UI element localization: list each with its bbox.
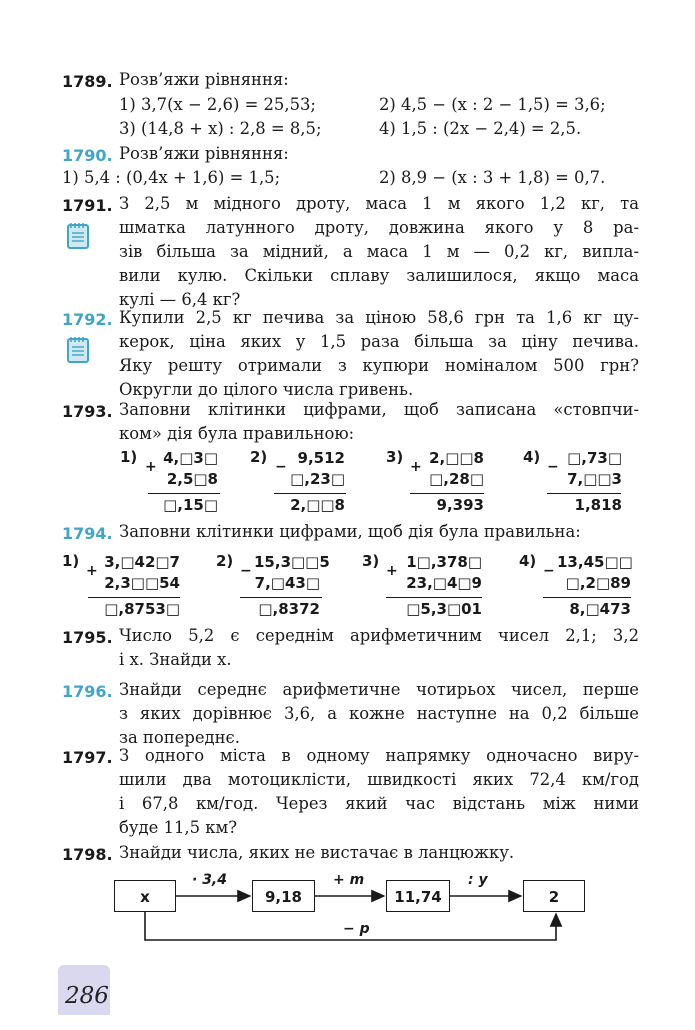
problem-1790-eq2: 2) 8,9 − (x : 3 + 1,8) = 0,7. (379, 168, 606, 187)
column-operand: 2,3□□54 (104, 574, 180, 592)
problem-1791-line2: шматка латунного дроту, довжина якого у 8 ра- (119, 218, 639, 237)
column-operand: 13,45□□ (557, 553, 633, 571)
problem-number-1797: 1797. (62, 748, 113, 767)
column-item-label: 1) (62, 552, 80, 570)
problem-1791-line1: З 2,5 м мідного дроту, маса 1 м якого 1,2 кг, та (119, 194, 639, 213)
problem-1797-line3: і 67,8 км/год. Через який час відстань між ними (119, 794, 639, 813)
problem-1793-line2: ком» дія була правильною: (119, 424, 355, 443)
column-item-label: 2) (250, 448, 268, 466)
problem-1790-title: Розв’яжи рівняння: (119, 144, 289, 163)
problem-1789-eq1: 1) 3,7(x − 2,6) = 25,53; (119, 95, 316, 114)
problem-number-1789: 1789. (62, 72, 113, 91)
problem-1791-line4: вили кулю. Скільки сплаву залишилося, якщо маса (119, 266, 639, 285)
problem-1796-line1: Знайди середнє арифметичне чотирьох чисел, перше (119, 680, 639, 699)
chain-op-1: · 3,4 (192, 872, 227, 888)
problem-number-1793: 1793. (62, 402, 113, 421)
column-operand: 2,5□8 (166, 470, 218, 488)
column-operand: 2,□□8 (429, 449, 484, 467)
problem-1796-line2: з яких дорівнює 3,6, а кожне наступне на 0,2 більше (119, 704, 639, 723)
problem-1797-line2: шили два мотоциклісти, швидкості яких 72,4 км/год (119, 770, 639, 789)
column-operand: □,28□ (429, 470, 484, 488)
column-operand: 7,□43□ (254, 574, 320, 592)
problem-number-1794: 1794. (62, 524, 113, 543)
problem-number-1790: 1790. (62, 146, 113, 165)
problem-1797-line4: буде 11,5 км? (119, 818, 237, 837)
chain-box-4: 2 (523, 880, 585, 912)
problem-number-1796: 1796. (62, 682, 113, 701)
chain-box-x: x (114, 880, 176, 912)
column-operand: □,23□ (290, 470, 345, 488)
chain-op-2: + m (333, 872, 365, 888)
problem-1790-eq1: 1) 5,4 : (0,4x + 1,6) = 1,5; (62, 168, 281, 187)
problem-1789-eq3: 3) (14,8 + x) : 2,8 = 8,5; (119, 119, 322, 138)
problem-1793-line1: Заповни клітинки цифрами, щоб записана «стовпчи- (119, 400, 639, 419)
column-operand: 9,512 (297, 449, 345, 467)
plus-sign: + (86, 563, 98, 579)
chain-box-2: 9,18 (252, 880, 315, 912)
chain-op-3: : y (468, 872, 488, 888)
problem-1792-line1: Купили 2,5 кг печива за ціною 58,6 грн та 1,6 кг цу- (119, 308, 639, 327)
minus-sign: − (240, 563, 252, 579)
problem-1795-line2: і x. Знайди x. (119, 650, 232, 669)
column-operand: 15,3□□5 (254, 553, 330, 571)
problem-1789-eq4: 4) 1,5 : (2x − 2,4) = 2,5. (379, 119, 582, 138)
problem-1789-title: Розв’яжи рівняння: (119, 70, 289, 89)
minus-sign: − (275, 459, 287, 475)
problem-number-1795: 1795. (62, 628, 113, 647)
problem-number-1791: 1791. (62, 196, 113, 215)
column-result: □,15□ (163, 496, 218, 514)
problem-1798-line1: Знайди числа, яких не вистачає в ланцюжку. (119, 843, 515, 862)
problem-1794-line1: Заповни клітинки цифрами, щоб дія була правильна: (119, 522, 581, 541)
problem-1791-line3: зів більша за мідний, а маса 1 м — 0,2 кг, випла- (119, 242, 639, 261)
column-operand: 7,□□3 (567, 470, 622, 488)
column-operand: 4,□3□ (163, 449, 218, 467)
column-item-label: 1) (120, 448, 138, 466)
problem-1797-line1: З одного міста в одному напрямку одночасно виру- (119, 746, 639, 765)
column-operand: 1□,378□ (406, 553, 482, 571)
column-item-label: 3) (386, 448, 404, 466)
problem-1789-eq2: 2) 4,5 − (x : 2 − 1,5) = 3,6; (379, 95, 606, 114)
minus-sign: − (543, 563, 555, 579)
problem-number-1798: 1798. (62, 845, 113, 864)
problem-1792-line3: Яку решту отримали з купюри номіналом 500 грн? (119, 356, 639, 375)
problem-1795-line1: Число 5,2 є середнім арифметичним чисел 2,1; 3,2 (119, 626, 639, 645)
column-item-label: 2) (216, 552, 234, 570)
column-operand: 3,□42□7 (104, 553, 180, 571)
column-result: 1,818 (574, 496, 622, 514)
column-operand: □,2□89 (565, 574, 631, 592)
column-result: 8,□473 (569, 600, 631, 618)
page-number-tab (58, 965, 110, 1015)
chain-back-op: − p (343, 921, 370, 937)
chain-box-3: 11,74 (386, 880, 450, 912)
column-item-label: 4) (523, 448, 541, 466)
problem-1796-line3: за попереднє. (119, 728, 240, 747)
column-result: □,8372 (258, 600, 320, 618)
column-item-label: 3) (362, 552, 380, 570)
minus-sign: − (547, 459, 559, 475)
plus-sign: + (386, 563, 398, 579)
problem-number-1792: 1792. (62, 310, 113, 329)
column-result: □5,3□01 (406, 600, 482, 618)
column-result: 9,393 (436, 496, 484, 514)
column-item-label: 4) (519, 552, 537, 570)
column-result: □,8753□ (104, 600, 180, 618)
plus-sign: + (145, 459, 157, 475)
column-operand: □,73□ (567, 449, 622, 467)
problem-1791-line5: кулі — 6,4 кг? (119, 290, 241, 309)
column-operand: 23,□4□9 (406, 574, 482, 592)
plus-sign: + (410, 459, 422, 475)
problem-1792-line2: керок, ціна яких у 1,5 раза більша за ціну печива. (119, 332, 639, 351)
page-number: 286 (65, 983, 109, 1009)
problem-1792-line4: Округли до цілого числа гривень. (119, 380, 414, 399)
column-result: 2,□□8 (290, 496, 345, 514)
